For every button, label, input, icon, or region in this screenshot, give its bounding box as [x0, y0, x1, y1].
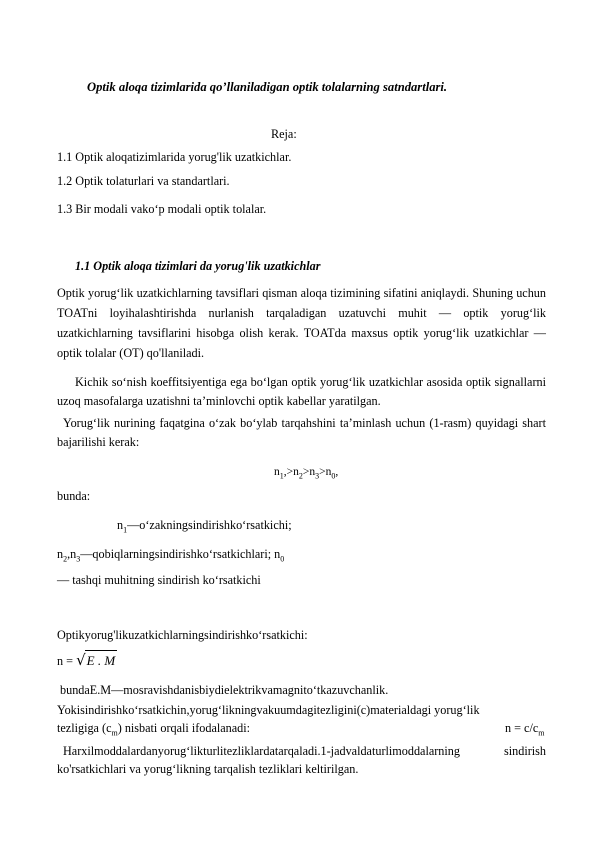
plan-item-3: 1.3 Bir modali vako‘p modali optik tolalar. — [57, 202, 267, 216]
speed-line-1: Yokisindirishko‘rsatkichin,yorug‘likningvakuumdagitezligini(c)materialdagi yorug‘lik — [57, 703, 480, 717]
paragraph-3: Yorug‘lik nurining faqatgina o‘zak bo‘ylab tarqahshini ta’minlash uchun (1-rasm) quyidagi shart bajarilishi kerak: — [57, 416, 546, 449]
square-root-sign: √E . M — [76, 651, 116, 669]
refraction-formula: n = √E . M — [57, 651, 116, 669]
refraction-label: Optikyorug'likuzatkichlarningsindirishko‘rsatkichi: — [57, 628, 308, 642]
document-title: Optik aloqa tizimlarida qo’llaniladigan optik tolalarning satndartlari. — [87, 80, 448, 94]
speed-formula: $n = c/c_m$ — [505, 721, 545, 738]
plan-item-2: 1.2 Optik tolaturlari va standartlari. — [57, 174, 230, 188]
last-paragraph: Harxilmoddalardanyorug‘likturlitezliklardatarqaladi.1-jadvaldaturlimoddalarning sindirish ko'rsatkichlari va yorug‘likning tarqalish tezliklari keltirilgan. — [57, 744, 546, 776]
section-heading: 1.1 Optik aloqa tizimlari da yorug'lik uzatkichlar — [75, 259, 321, 273]
plan-item-1: 1.1 Optik aloqatizimlarida yorug'lik uzatkichlar. — [57, 150, 292, 164]
definition-n1: $n_1—o‘zakningsindirishko‘rsatkichi$; — [117, 518, 292, 535]
definition-n2-n3: $n_2,n_3—qobiqlarningsindirishko‘rsatkichlari$; $n_0$ — [57, 547, 285, 564]
plan-heading: Reja: — [271, 127, 297, 141]
speed-line-2: tezligiga $(c_m)$ nisbati orqali ifodalanadi: — [57, 721, 251, 738]
em-definition: bundaE.M—mosravishdanisbiydielektrikvamagnito‘tkazuvchanlik. — [60, 683, 389, 697]
condition-formula: $n_1,>n_2>n_3>n_0$, — [274, 466, 339, 481]
bunda-label: bunda: — [57, 489, 91, 503]
paragraph-2: Kichik so‘nish koeffitsiyentiga ega bo‘lgan optik yorug‘lik uzatkichlar asosida optik signallarni uzoq masofalarga uzatishni ta’minlovchi optik kabellar yaratilgan. — [57, 375, 546, 408]
definition-n0: — tashqi muhitning sindirish ko‘rsatkichi — [57, 573, 261, 587]
paragraph-1: Optik yorug‘lik uzatkichlarning tavsiflari qisman aloqa tizimining sifatini aniqlaydi. Shuning uchun TOATni loyihalashtirishda nurlanish tarqaladigan uzatuvchi muhit — optik yorug‘lik uzatkichlarning tavsiflarini hisobga olish kerak. TOATda maxsus optik yorug‘lik uzatkichlar — optik tolalar (OT) qo'llaniladi. — [57, 286, 546, 360]
